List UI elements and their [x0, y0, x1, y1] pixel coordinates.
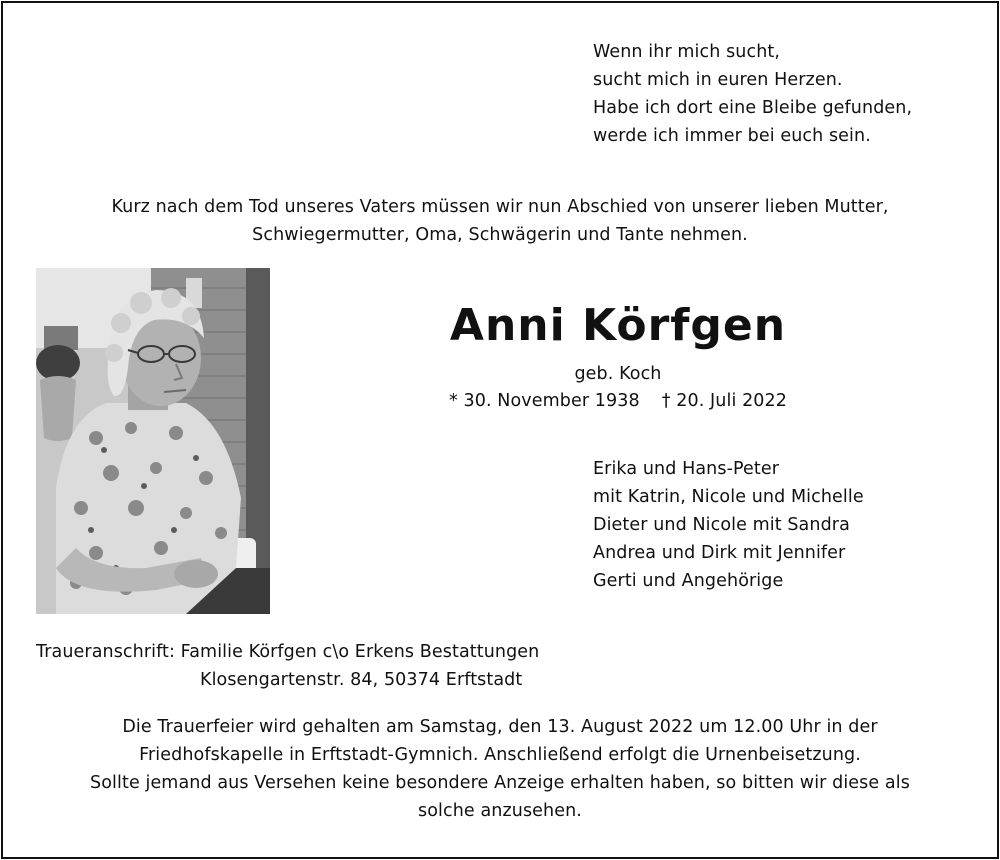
- service-line: Sollte jemand aus Versehen keine besondere Anzeige erhalten haben, so bitten wir diese als: [90, 773, 910, 793]
- portrait-photo: [36, 268, 270, 614]
- family-line: Dieter und Nicole mit Sandra: [593, 515, 850, 535]
- poem-line: Wenn ihr mich sucht,: [593, 42, 781, 62]
- poem-line: sucht mich in euren Herzen.: [593, 70, 843, 90]
- mourning-address-line1: Traueranschrift: Familie Körfgen c\o Erkens Bestattungen: [36, 642, 540, 662]
- intro-text: [20, 193, 980, 249]
- family-list: [593, 455, 864, 595]
- service-line: Friedhofskapelle in Erftstadt-Gymnich. Anschließend erfolgt die Urnenbeisetzung.: [139, 745, 861, 765]
- service-text: [20, 713, 980, 825]
- poem-line: werde ich immer bei euch sein.: [593, 126, 871, 146]
- intro-line: Schwiegermutter, Oma, Schwägerin und Tante nehmen.: [252, 225, 748, 245]
- mourning-address-line2: Klosengartenstr. 84, 50374 Erftstadt: [200, 670, 523, 690]
- birth-name: geb. Koch: [574, 364, 662, 384]
- death-date: † 20. Juli 2022: [661, 391, 788, 411]
- intro-line: Kurz nach dem Tod unseres Vaters müssen wir nun Abschied von unserer lieben Mutter,: [111, 197, 889, 217]
- deceased-name: Anni Körfgen: [449, 300, 787, 351]
- service-line: Die Trauerfeier wird gehalten am Samstag, den 13. August 2022 um 12.00 Uhr in der: [122, 717, 878, 737]
- life-dates: [380, 387, 856, 415]
- service-line: solche anzusehen.: [418, 801, 582, 821]
- poem-line: Habe ich dort eine Bleibe gefunden,: [593, 98, 913, 118]
- family-line: Gerti und Angehörige: [593, 571, 784, 591]
- family-line: Andrea und Dirk mit Jennifer: [593, 543, 846, 563]
- family-line: mit Katrin, Nicole und Michelle: [593, 487, 864, 507]
- poem: [593, 38, 912, 150]
- birth-date: * 30. November 1938: [448, 391, 640, 411]
- family-line: Erika und Hans-Peter: [593, 459, 780, 479]
